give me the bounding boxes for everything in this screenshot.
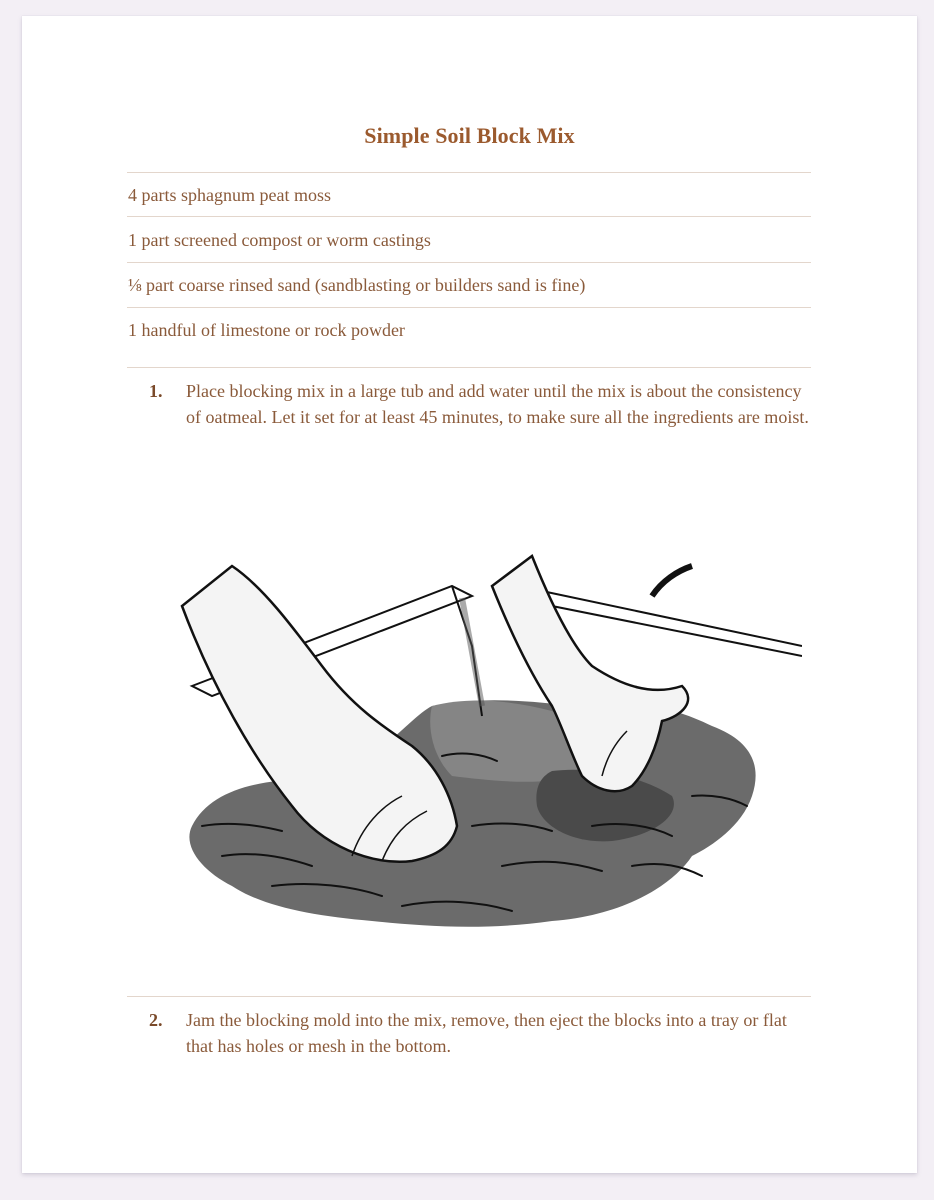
illustration-hands-mixing-soil [152, 526, 802, 936]
divider [127, 172, 811, 173]
divider [127, 307, 811, 308]
step-text: Place blocking mix in a large tub and add water until the mix is about the consistency of oatmeal. Let it set for at least 45 minutes, to make sure all the ingredients are moist. [186, 381, 809, 427]
step-2 [149, 1007, 809, 1059]
step-number: 1. [149, 381, 163, 401]
page-title: Simple Soil Block Mix [364, 123, 575, 148]
ingredient-item: 1 part screened compost or worm castings [128, 230, 431, 250]
divider [127, 367, 811, 368]
document-page [22, 16, 917, 1173]
ingredient-item: 1 handful of limestone or rock powder [128, 320, 405, 340]
divider [127, 996, 811, 997]
ingredient-item: 4 parts sphagnum peat moss [128, 185, 331, 205]
divider [127, 216, 811, 217]
step-number: 2. [149, 1010, 163, 1030]
ingredient-item: ⅛ part coarse rinsed sand (sandblasting or builders sand is fine) [128, 275, 586, 295]
step-text: Jam the blocking mold into the mix, remove, then eject the blocks into a tray or flat that has holes or mesh in the bottom. [186, 1010, 787, 1056]
divider [127, 262, 811, 263]
step-1 [149, 378, 809, 430]
